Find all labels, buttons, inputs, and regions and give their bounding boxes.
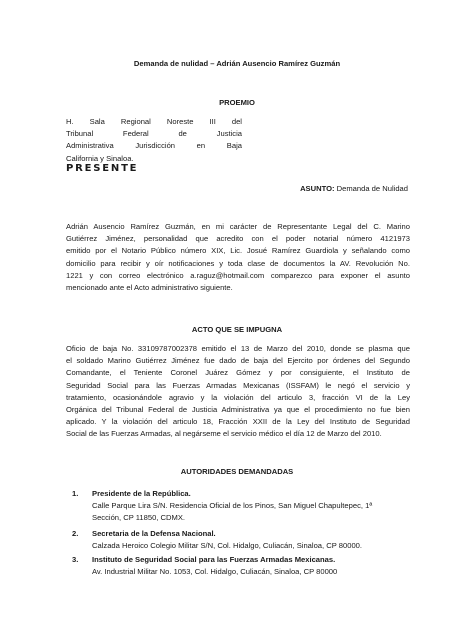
addressee-line: Administrativa Jurisdicción en Baja [66, 141, 242, 151]
paragraph-line: Comandante, el Teniente Coronel Juárez Gómez y por consiguiente, el Instituto de [66, 368, 410, 378]
paragraph-line: el soldado Marino Gutiérrez Jiménez fue dado de baja del Ejercito por órdenes del Segundo [66, 356, 410, 366]
authority-address-line: Calle Parque Lira S/N. Residencia Oficial de los Pinos, San Miguel Chapultepec, 1ª [92, 501, 373, 511]
autoridades-list [66, 488, 416, 578]
acto-heading: ACTO QUE SE IMPUGNA [191, 325, 283, 334]
authority-address-line: Sección, CP 11850, CDMX. [92, 513, 185, 523]
paragraph-line: Social de las Fuerzas Armadas, al negárseme el servicio médico el día 12 de Marzo del 2010. [66, 429, 382, 439]
asunto-value: Demanda de Nulidad [334, 184, 408, 193]
paragraph-line: 1221 y con correo electrónico a.raguz@hotmail.com comparezco para exponer el asunto [66, 270, 410, 280]
list-item-number: 2. [72, 528, 79, 538]
document-title: Demanda de nulidad – Adrián Ausencio Ramírez Guzmán [133, 59, 341, 68]
paragraph-line: emitido por el Notario Público número XIX, Lic. Josué Ramírez Guardiola y señalando como [66, 246, 410, 256]
acto-paragraph [66, 343, 410, 441]
list-item-number: 3. [72, 555, 79, 565]
addressee-line: Tribunal Federal de Justicia [66, 129, 242, 139]
presente-label: PRESENTE [66, 163, 139, 174]
proemio-heading: PROEMIO [219, 98, 255, 107]
paragraph-line: mencionado ante el Acto administrativo siguiente. [66, 283, 233, 293]
paragraph-line: aplicado. Y la violación del articulo 18, Fracción XXII de la Ley del Instituto de Seguridad [66, 417, 410, 427]
asunto-line [300, 183, 408, 195]
autoridades-heading: AUTORIDADES DEMANDADAS [180, 467, 294, 476]
addressee-line: California y Sinaloa. [66, 153, 134, 163]
authority-address-line: Av. Industrial Militar No. 1053, Col. Hidalgo, Culiacán, Sinaloa, CP 80000 [92, 567, 338, 577]
paragraph-line: domicilio para recibir y oír notificaciones y toda clase de documentos la AV. Revolución No. [66, 258, 410, 268]
asunto-label: ASUNTO: [300, 184, 335, 193]
list-item [66, 488, 416, 525]
authority-address-line: Calzada Heroico Colegio Militar S/N, Col. Hidalgo, Culiacán, Sinaloa, CP 80000. [92, 540, 362, 550]
list-item [66, 528, 416, 552]
list-item [66, 554, 416, 578]
paragraph-line: Oficio de baja No. 33109787002378 emitido el 13 de Marzo del 2010, donde se plasma que [66, 344, 410, 353]
addressee-block [66, 116, 242, 165]
addressee-line: H. Sala Regional Noreste III del [66, 117, 242, 126]
paragraph-line: Gutiérrez Jiménez, personalidad que acredito con el poder notarial número 4121973 [66, 234, 410, 244]
authority-name: Presidente de la República. [92, 489, 191, 498]
list-item-number: 1. [72, 489, 79, 498]
paragraph-line: Adrián Ausencio Ramírez Guzmán, en mi carácter de Representante Legal del C. Marino [66, 222, 410, 231]
authority-name: Instituto de Seguridad Social para las Fuerzas Armadas Mexicanas. [92, 555, 336, 565]
paragraph-line: Seguridad Social para las Fuerzas Armadas Mexicanas (ISSFAM) le negó el servicio y [66, 380, 410, 390]
paragraph-line: Orgánica del Tribunal Federal de Justicia Administrativa ya que el procedimiento no fue bien [66, 405, 410, 415]
paragraph-line: tratamiento, ocasionándole agravio y la violación del articulo 3, fracción VI de la Ley [66, 392, 410, 402]
representation-paragraph [66, 221, 410, 294]
authority-name: Secretaria de la Defensa Nacional. [92, 528, 216, 538]
